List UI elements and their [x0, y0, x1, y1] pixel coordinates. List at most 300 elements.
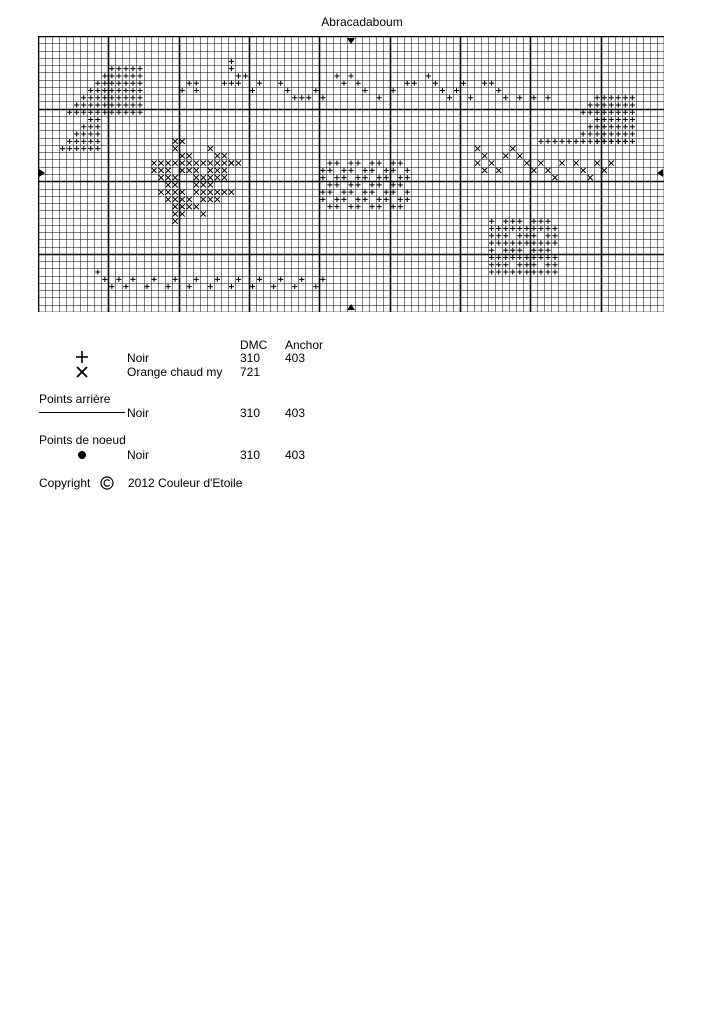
knot-heading: Points de noeud — [39, 433, 126, 447]
plus-stitch — [102, 81, 107, 86]
plus-stitch — [623, 110, 628, 115]
plus-stitch — [137, 88, 142, 93]
plus-stitch — [384, 168, 389, 173]
cross-stitch — [180, 211, 185, 216]
plus-stitch — [313, 88, 318, 93]
plus-stitch — [88, 102, 93, 107]
cross-stitch — [496, 168, 501, 173]
plus-stitch — [581, 110, 586, 115]
cross-stitch — [581, 168, 586, 173]
plus-stitch — [503, 255, 508, 260]
plus-stitch — [81, 95, 86, 100]
cross-stitch — [158, 168, 163, 173]
cross-stitch — [229, 190, 234, 195]
plus-stitch — [538, 248, 543, 253]
plus-stitch — [503, 226, 508, 231]
plus-stitch — [327, 168, 332, 173]
plus-stitch — [222, 81, 227, 86]
cross-stitch — [208, 175, 213, 180]
plus-stitch — [334, 197, 339, 202]
plus-stitch — [384, 197, 389, 202]
plus-stitch — [398, 175, 403, 180]
cross-stitch — [222, 175, 227, 180]
plus-stitch — [602, 117, 607, 122]
plus-stitch — [545, 233, 550, 238]
plus-stitch — [334, 161, 339, 166]
plus-stitch — [250, 284, 255, 289]
plus-stitch — [377, 161, 382, 166]
plus-stitch — [581, 131, 586, 136]
plus-stitch — [109, 66, 114, 71]
plus-stitch — [630, 117, 635, 122]
plus-stitch — [130, 73, 135, 78]
plus-stitch — [327, 161, 332, 166]
plus-stitch — [623, 139, 628, 144]
cross-stitch — [173, 197, 178, 202]
cross-stitch — [552, 175, 557, 180]
plus-stitch — [130, 277, 135, 282]
plus-stitch — [144, 284, 149, 289]
plus-stitch — [531, 226, 536, 231]
plus-stitch — [355, 161, 360, 166]
plus-stitch — [271, 284, 276, 289]
plus-stitch — [517, 233, 522, 238]
plus-stitch — [623, 131, 628, 136]
plus-stitch — [489, 248, 494, 253]
plus-stitch — [116, 73, 121, 78]
plus-stitch — [496, 240, 501, 245]
plus-stitch — [243, 73, 248, 78]
center-arrow-bottom-icon — [347, 304, 355, 310]
plus-stitch — [566, 139, 571, 144]
plus-stitch — [609, 110, 614, 115]
plus-stitch — [81, 131, 86, 136]
cross-stitch — [166, 190, 171, 195]
plus-stitch — [95, 95, 100, 100]
cross-stitch — [236, 161, 241, 166]
plus-stitch — [67, 110, 72, 115]
plus-stitch — [531, 262, 536, 267]
plus-stitch — [88, 124, 93, 129]
cross-stitch — [201, 182, 206, 187]
plus-stitch — [545, 95, 550, 100]
plus-stitch — [552, 255, 557, 260]
center-arrow-right-icon — [657, 169, 663, 177]
plus-stitch — [609, 131, 614, 136]
plus-stitch — [229, 284, 234, 289]
plus-stitch — [102, 73, 107, 78]
dmc-column-header: DMC — [240, 338, 268, 352]
backstitch-anchor: 403 — [285, 406, 306, 420]
plus-stitch — [595, 117, 600, 122]
cross-stitch — [559, 161, 564, 166]
plus-stitch — [74, 110, 79, 115]
plus-stitch — [538, 226, 543, 231]
plus-stitch — [616, 117, 621, 122]
plus-stitch — [355, 204, 360, 209]
plus-stitch — [341, 81, 346, 86]
plus-stitch — [88, 139, 93, 144]
cross-stitch — [201, 161, 206, 166]
plus-stitch — [609, 95, 614, 100]
plus-stitch — [630, 124, 635, 129]
plus-stitch — [609, 117, 614, 122]
plus-stitch — [123, 95, 128, 100]
plus-stitch — [257, 277, 262, 282]
plus-stitch — [398, 182, 403, 187]
cross-stitch — [173, 219, 178, 224]
cross-stitch — [208, 161, 213, 166]
plus-stitch — [109, 110, 114, 115]
plus-stitch — [348, 190, 353, 195]
plus-stitch — [187, 284, 192, 289]
plus-stitch — [489, 269, 494, 274]
plus-stitch — [545, 269, 550, 274]
cross-stitch — [180, 204, 185, 209]
plus-stitch — [102, 95, 107, 100]
cross-stitch — [180, 161, 185, 166]
plus-stitch — [137, 66, 142, 71]
plus-stitch — [320, 197, 325, 202]
plus-stitch — [510, 269, 515, 274]
plus-stitch — [510, 219, 515, 224]
plus-stitch — [355, 182, 360, 187]
plus-stitch — [320, 175, 325, 180]
plus-stitch — [552, 262, 557, 267]
plus-stitch — [454, 88, 459, 93]
plus-stitch — [102, 88, 107, 93]
plus-stitch — [81, 139, 86, 144]
cross-stitch — [194, 190, 199, 195]
plus-stitch — [257, 81, 262, 86]
plus-stitch — [109, 284, 114, 289]
plus-stitch — [545, 248, 550, 253]
cross-stitch — [187, 197, 192, 202]
plus-stitch — [503, 248, 508, 253]
plus-stitch — [609, 102, 614, 107]
plus-stitch — [348, 168, 353, 173]
plus-stitch — [595, 139, 600, 144]
stitch-dmc: 310 — [240, 351, 261, 365]
plus-stitch — [109, 95, 114, 100]
plus-stitch — [552, 139, 557, 144]
cross-stitch-grid — [38, 36, 664, 312]
plus-stitch — [95, 124, 100, 129]
plus-stitch — [531, 219, 536, 224]
plus-stitch — [581, 139, 586, 144]
plus-stitch — [503, 233, 508, 238]
cross-stitch — [180, 139, 185, 144]
plus-stitch — [405, 175, 410, 180]
cross-stitch — [180, 168, 185, 173]
plus-stitch — [67, 139, 72, 144]
plus-stitch — [489, 262, 494, 267]
plus-stitch — [229, 59, 234, 64]
plus-stitch — [630, 95, 635, 100]
plus-stitch — [370, 190, 375, 195]
plus-stitch — [362, 168, 367, 173]
plus-stitch — [538, 255, 543, 260]
plus-stitch — [588, 131, 593, 136]
plus-stitch — [510, 248, 515, 253]
plus-stitch — [74, 102, 79, 107]
cross-stitch — [194, 182, 199, 187]
cross-stitch — [173, 175, 178, 180]
plus-stitch — [496, 255, 501, 260]
plus-stitch — [398, 161, 403, 166]
cross-stitch — [538, 161, 543, 166]
plus-stitch — [405, 190, 410, 195]
plus-stitch — [630, 102, 635, 107]
plus-stitch — [552, 233, 557, 238]
cross-stitch — [531, 168, 536, 173]
cross-stitch — [222, 190, 227, 195]
copyright-label: Copyright — [39, 476, 91, 490]
plus-stitch — [327, 182, 332, 187]
copyright-text: 2012 Couleur d'Etoile — [128, 476, 243, 490]
cross-stitch — [208, 190, 213, 195]
cross-stitch — [166, 168, 171, 173]
plus-stitch — [116, 102, 121, 107]
cross-stitch — [503, 153, 508, 158]
plus-stitch — [517, 226, 522, 231]
plus-stitch — [88, 131, 93, 136]
cross-stitch — [166, 175, 171, 180]
backstitch-line-icon — [39, 412, 125, 413]
plus-stitch — [292, 284, 297, 289]
stitch-dmc: 721 — [240, 365, 261, 379]
plus-stitch — [341, 168, 346, 173]
plus-stitch — [405, 81, 410, 86]
cross-stitch — [166, 161, 171, 166]
plus-stitch — [489, 240, 494, 245]
cross-stitch — [166, 197, 171, 202]
plus-stitch — [545, 139, 550, 144]
plus-stitch — [67, 146, 72, 151]
plus-stitch — [531, 269, 536, 274]
plus-stitch — [630, 131, 635, 136]
cross-stitch — [173, 139, 178, 144]
plus-stitch — [517, 219, 522, 224]
plus-stitch — [545, 219, 550, 224]
plus-stitch — [95, 131, 100, 136]
plus-stitch — [538, 219, 543, 224]
plus-stitch — [510, 255, 515, 260]
plus-stitch — [609, 124, 614, 129]
plus-stitch — [81, 102, 86, 107]
plus-stitch — [74, 146, 79, 151]
plus-stitch — [334, 182, 339, 187]
plus-stitch — [616, 124, 621, 129]
cross-stitch — [208, 182, 213, 187]
plus-stitch — [123, 66, 128, 71]
backstitch-name: Noir — [127, 406, 150, 420]
plus-stitch — [116, 88, 121, 93]
plus-stitch — [517, 255, 522, 260]
plus-stitch — [370, 204, 375, 209]
plus-stitch — [630, 110, 635, 115]
plus-stitch — [130, 102, 135, 107]
plus-stitch — [278, 81, 283, 86]
plus-stitch — [74, 139, 79, 144]
plus-stitch — [88, 117, 93, 122]
plus-stitch — [503, 219, 508, 224]
plus-stitch — [137, 95, 142, 100]
plus-stitch — [151, 277, 156, 282]
cross-stitch — [158, 175, 163, 180]
plus-stitch — [102, 277, 107, 282]
cross-stitch — [229, 161, 234, 166]
cross-stitch — [187, 161, 192, 166]
plus-stitch — [362, 197, 367, 202]
plus-stitch — [60, 146, 65, 151]
plus-stitch — [489, 81, 494, 86]
knot-dmc: 310 — [240, 448, 261, 462]
plus-stitch — [623, 102, 628, 107]
plus-stitch — [510, 226, 515, 231]
plus-stitch — [109, 81, 114, 86]
plus-stitch — [299, 95, 304, 100]
cross-stitch — [208, 168, 213, 173]
cross-stitch — [595, 161, 600, 166]
plus-stitch — [313, 284, 318, 289]
plus-stitch — [116, 81, 121, 86]
plus-stitch — [334, 175, 339, 180]
plus-stitch — [341, 197, 346, 202]
plus-stitch — [524, 240, 529, 245]
knot-name: Noir — [127, 448, 150, 462]
cross-stitch — [151, 168, 156, 173]
plus-stitch — [116, 95, 121, 100]
plus-stitch — [524, 226, 529, 231]
plus-stitch — [433, 81, 438, 86]
plus-stitch — [102, 102, 107, 107]
plus-stitch — [616, 131, 621, 136]
plus-stitch — [503, 269, 508, 274]
plus-stitch — [88, 146, 93, 151]
plus-stitch — [517, 248, 522, 253]
plus-stitch — [588, 139, 593, 144]
plus-stitch — [524, 269, 529, 274]
plus-stitch — [102, 110, 107, 115]
plus-stitch — [250, 88, 255, 93]
plus-stitch — [81, 110, 86, 115]
center-arrow-top-icon — [347, 38, 355, 44]
plus-stitch — [398, 197, 403, 202]
plus-stitch — [95, 110, 100, 115]
plus-stitch — [377, 182, 382, 187]
plus-stitch — [194, 81, 199, 86]
plus-stitch — [595, 102, 600, 107]
plus-stitch — [81, 146, 86, 151]
plus-stitch — [299, 277, 304, 282]
plus-stitch — [517, 240, 522, 245]
plus-stitch — [552, 240, 557, 245]
plus-stitch — [588, 102, 593, 107]
plus-stitch — [236, 73, 241, 78]
cross-stitch — [517, 153, 522, 158]
cross-stitch — [201, 197, 206, 202]
plus-stitch — [559, 139, 564, 144]
plus-stitch — [630, 139, 635, 144]
plus-stitch — [545, 255, 550, 260]
plus-stitch — [377, 175, 382, 180]
plus-stitch — [384, 175, 389, 180]
chart-title: Abracadaboum — [321, 15, 403, 29]
plus-stitch — [602, 95, 607, 100]
plus-stitch — [609, 139, 614, 144]
plus-stitch — [426, 73, 431, 78]
plus-stitch — [377, 95, 382, 100]
plus-stitch — [180, 88, 185, 93]
cross-stitch — [222, 153, 227, 158]
plus-stitch — [391, 190, 396, 195]
cross-stitch — [194, 168, 199, 173]
plus-stitch — [130, 81, 135, 86]
cross-stitch — [173, 146, 178, 151]
cross-stitch — [609, 161, 614, 166]
plus-stitch — [496, 88, 501, 93]
plus-stitch — [595, 124, 600, 129]
cross-stitch — [208, 197, 213, 202]
cross-stitch — [173, 161, 178, 166]
plus-stitch — [602, 102, 607, 107]
plus-stitch — [405, 197, 410, 202]
plus-stitch — [95, 146, 100, 151]
plus-stitch — [588, 110, 593, 115]
plus-stitch — [229, 81, 234, 86]
plus-stitch — [320, 190, 325, 195]
plus-stitch — [588, 124, 593, 129]
plus-stitch — [123, 81, 128, 86]
plus-stitch — [623, 124, 628, 129]
cross-stitch — [187, 168, 192, 173]
plus-stitch — [327, 190, 332, 195]
plus-stitch — [370, 182, 375, 187]
plus-stitch — [362, 175, 367, 180]
plus-stitch — [531, 248, 536, 253]
plus-stitch — [215, 277, 220, 282]
plus-stitch — [602, 110, 607, 115]
plus-stitch — [489, 255, 494, 260]
cross-stitch — [482, 168, 487, 173]
plus-stitch — [355, 81, 360, 86]
cross-stitch — [215, 175, 220, 180]
plus-stitch — [166, 284, 171, 289]
plus-stitch — [194, 277, 199, 282]
plus-stitch — [137, 110, 142, 115]
plus-stitch — [123, 284, 128, 289]
plus-stitch — [327, 204, 332, 209]
plus-stitch — [95, 117, 100, 122]
plus-stitch — [341, 190, 346, 195]
backstitch-dmc: 310 — [240, 406, 261, 420]
plus-stitch — [123, 102, 128, 107]
plus-stitch — [362, 88, 367, 93]
cross-stitch — [489, 161, 494, 166]
plus-stitch — [391, 204, 396, 209]
plus-icon — [75, 350, 89, 364]
plus-stitch — [81, 124, 86, 129]
plus-stitch — [496, 269, 501, 274]
backstitch-heading: Points arrière — [39, 392, 111, 406]
plus-stitch — [517, 269, 522, 274]
plus-stitch — [489, 226, 494, 231]
cross-stitch — [158, 190, 163, 195]
cross-stitch — [166, 182, 171, 187]
plus-stitch — [398, 204, 403, 209]
cross-stitch — [215, 161, 220, 166]
